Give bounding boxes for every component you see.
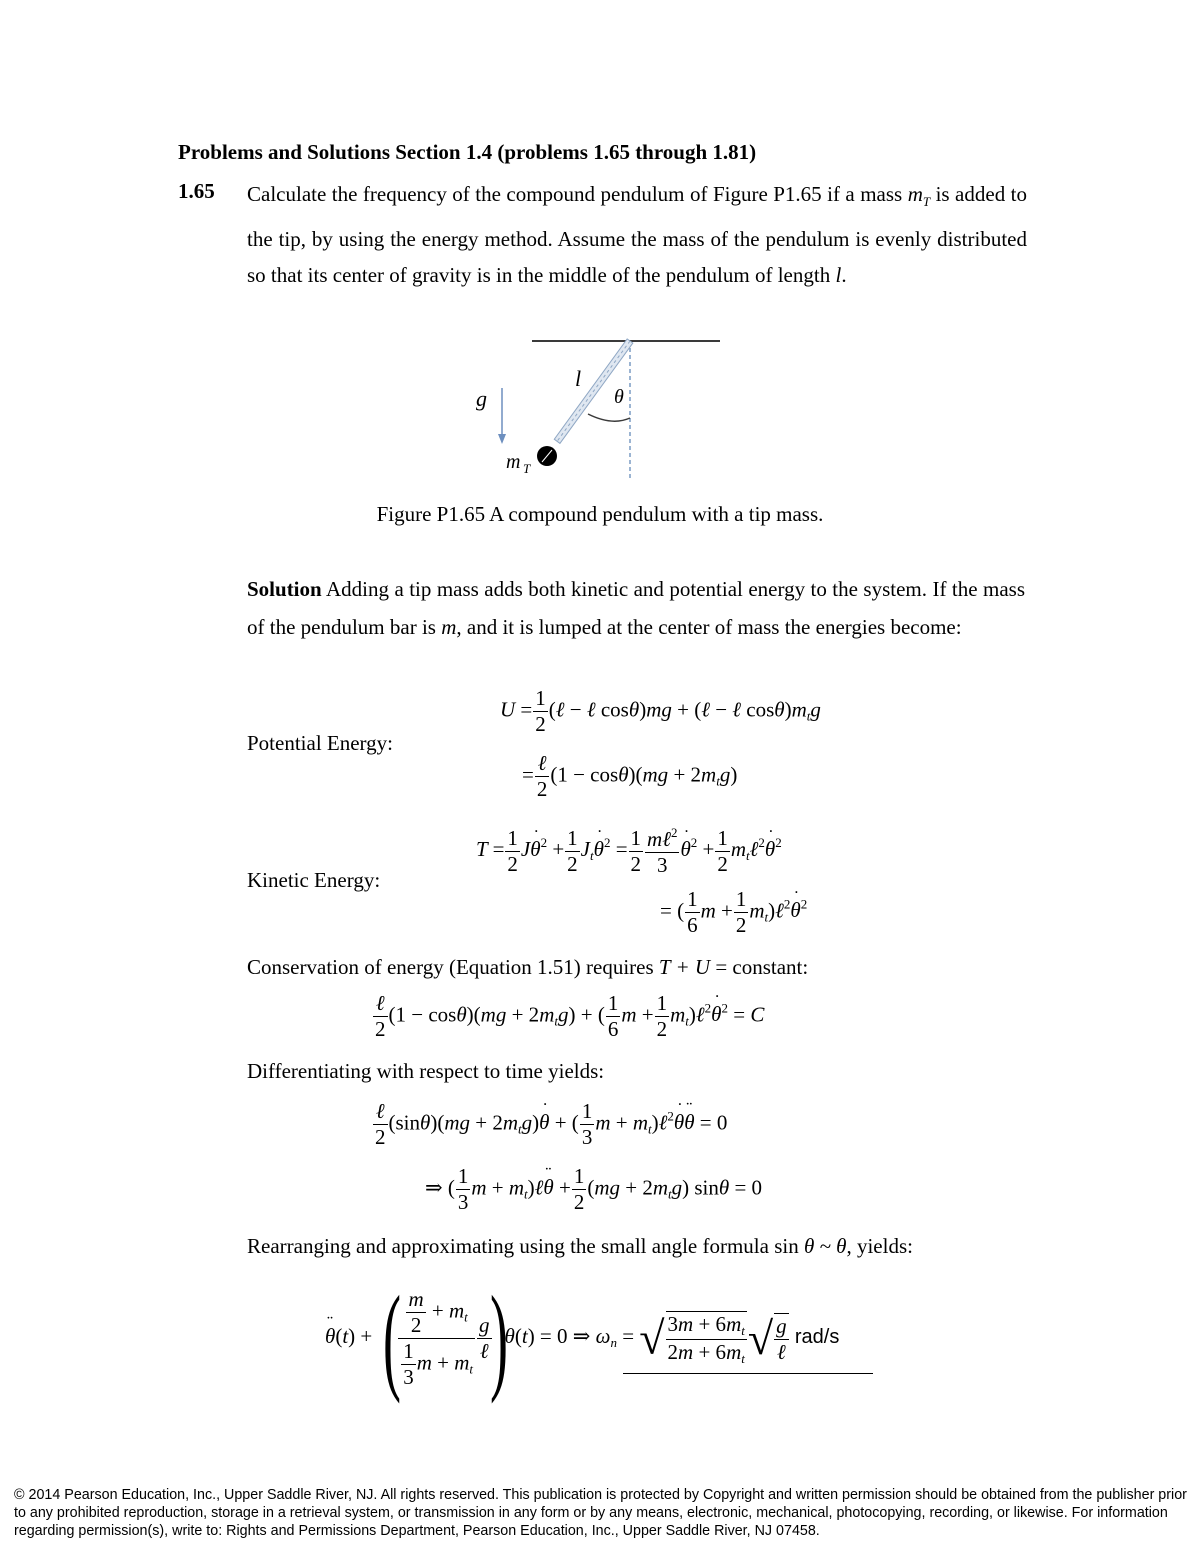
conservation-eq: T + U [658,955,711,979]
bar-mass-symbol: m [441,614,457,639]
problem-number: 1.65 [178,179,215,203]
pendulum-figure [460,330,740,490]
solution-lead: Solution [247,577,322,601]
differentiating-text: Differentiating with respect to time yields: [247,1059,605,1083]
section-title: Problems and Solutions Section 1.4 (problems 1.65 through 1.81) [178,140,757,164]
length-symbol: l [835,263,842,288]
potential-energy-eq-1: U = $\frac{1}{2}$ (ℓ − ℓ cosθ)mg + (ℓ − ℓ $\cos\theta)m_tg$ [500,686,821,736]
solution-paragraph [247,571,1025,646]
potential-energy-eq-2: = $\frac{\text{ℓ}}{2}$ $(1 - \cos\theta)(mg + 2m_tg)$ [522,751,738,801]
conservation-pre: Conservation of energy (Equation 1.51) requires [247,955,659,979]
l-label: l [575,366,582,391]
rearranging-pre: Rearranging and approximating using the small angle formula sin [247,1234,804,1258]
problem-text-end: . [841,263,847,288]
conservation-eq-display: $\frac{\text{ℓ}}{2}$ $(1 - \cos\theta)(mg + 2m_tg)$ + ( $\frac{1}{6}$ m + $\frac{1}{2}$ $m_t)\ell^2˙$ $\theta^2 = C$ [372,993,764,1040]
theta-arc [588,414,630,421]
g-label: g [476,386,487,411]
rearranging-mid: θ ~ θ [803,1234,847,1258]
tip-mass-symbol: m [907,182,923,206]
result-underline [623,1373,873,1374]
solution-text: Adding a tip mass adds both kinetic and potential energy to the system. If the mass of the pendulum bar is [247,577,1025,639]
differentiated-eq-2: ⇒ ( $\frac{1}{3}$ $m + m_t)\ell¨$ θ + $\frac{1}{2}$ $(mg + 2m_tg)$ sinθ = 0 [425,1166,762,1213]
rearranging-post: , yields: [846,1234,913,1258]
kinetic-energy-label: Kinetic Energy: [247,868,381,892]
result-units: rad/s [794,1325,840,1348]
kinetic-energy-eq-2: = ( $\frac{1}{6}$ m + $\frac{1}{2}$ $m_t)\ell^2˙$ $\theta^2$ [660,889,807,936]
figure-caption: Figure P1.65 A compound pendulum with a tip mass. [376,502,824,526]
solution-text-2: , and it is lumped at the center of mass the energies become: [456,614,962,639]
problem-text-part2: is added to the tip, by using the energy method. Assume the mass of the pendulum is evenly distributed so that its center of gravity is in the middle of the pendulum of length [247,182,1028,288]
copyright-footer: © 2014 Pearson Education, Inc., Upper Saddle River, NJ. All rights reserved. This publication is protected by Copyright and written permission should be obtained from the publisher prior to any prohibited reproduction, storage in a retrieval system, or transmission in any form or by any means, electronic, mechanical, photocopying, recording, or likewise. For information regarding permission(s), write to: Rights and Permissions Department, Pearson Education, Inc., Upper Saddle River, NJ 07458. [14,1487,1187,1539]
left-paren: ( [383,1271,402,1404]
conservation-text [247,955,808,980]
theta-label: θ [614,386,624,408]
problem-statement [247,176,1027,294]
potential-energy-label: Potential Energy: [247,731,394,755]
differentiated-eq-1: $\frac{\text{ℓ}}{2}$ $(\sin\theta)(mg + 2m_tg)˙$ θ + ( $\frac{1}{3}$ $m + m_t)\ell^2˙$ θ¨ θ = 0 [372,1101,727,1148]
rearranging-text [247,1234,913,1259]
mass-label-sub: T [523,461,531,476]
final-result-eq: ¨ θ(t) +( $\frac{m}{2}$ + $m_t$ $\frac{1}{3}$ $m + m_t$ $\frac{g}{\text{ℓ}}$ )θ(t) = 0 ⇒ $\omega_n$ = √ $\frac{3m + 6m_t}{2m + 6m_t}$ √ $\frac{g}{\text{ℓ}}$ rad/s [325,1278,839,1398]
kinetic-energy-eq-1: T = $\frac{1}{2}$ J˙ $\theta^2$ + $\frac{1}{2}$ $J_t˙$ $\theta^2$ = $\frac{1}{2}$ $\frac{m\ell^2}{3}$ ˙ $\theta^2$ + $\frac{1}{2}$ $m_t\ell^2˙$ $\theta^2$ [476,826,782,876]
tip-mass-subscript: T [922,194,931,210]
mass-label: m [506,451,521,473]
conservation-post: = constant: [710,955,809,979]
radical-2: √ $\frac{g}{\text{ℓ}}$ [747,1312,787,1364]
gravity-arrow-head [498,434,506,444]
problem-text-part1: Calculate the frequency of the compound pendulum of Figure P1.65 if a mass [247,182,908,206]
radical-1: √ $\frac{3m + 6m_t}{2m + 6m_t}$ [639,1312,745,1366]
right-paren: ) [489,1271,508,1404]
